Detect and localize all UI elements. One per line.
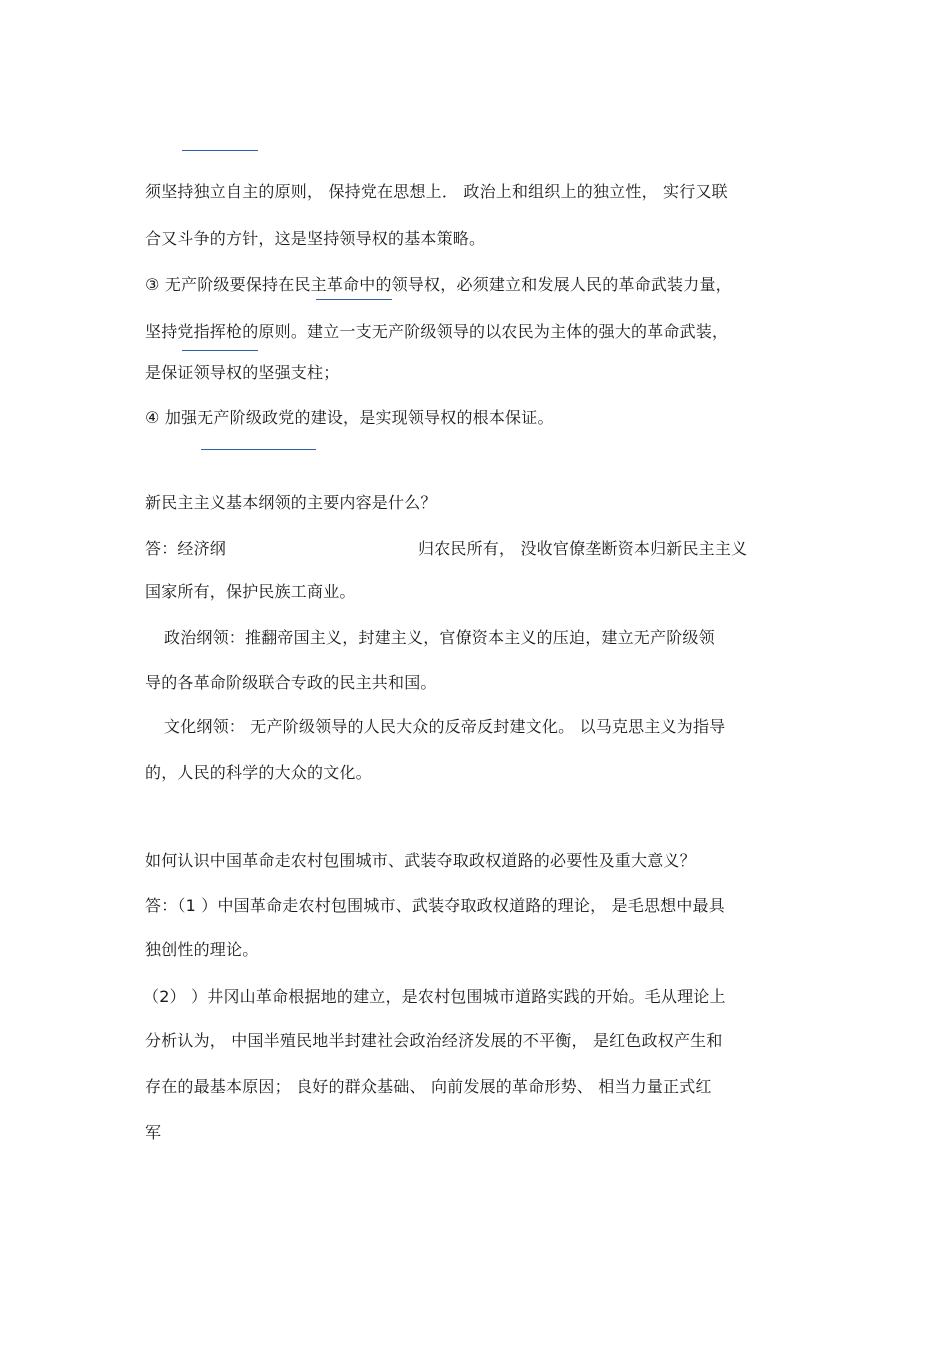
question-2: 如何认识中国革命走农村包围城市、武装夺取政权道路的必要性及重大意义？ — [145, 851, 696, 870]
answer-2-line-3: （2） ）井冈山革命根据地的建立，是农村包围城市道路实践的开始。毛从理论上 — [143, 987, 726, 1006]
answer-1-political-line-1: 政治纲领：推翻帝国主义，封建主义，官僚资本主义的压迫，建立无产阶级领 — [164, 628, 715, 647]
underline-top — [182, 150, 258, 151]
answer-1-cultural-line-1: 文化纲领： 无产阶级领导的人民大众的反帝反封建文化。 以马克思主义为指导 — [164, 717, 726, 736]
text-line-2: 合又斗争的方针，这是坚持领导权的基本策略。 — [145, 229, 486, 248]
text-line-4-end: 的原则。建立一支无产阶级领导的以农民为主体的强大的革命武装， — [242, 322, 729, 341]
fill-in-proletarian-party: 无产阶级政党 — [197, 408, 295, 427]
answer-1-line-2: 国家所有，保护民族工商业。 — [145, 582, 356, 601]
underline-proletarian-party — [201, 449, 316, 450]
text-line-6-end: 的建设，是实现领导权的根本保证。 — [294, 408, 554, 427]
answer-2-line-5: 存在的最基本原因； 良好的群众基础、 向前发展的革命形势、 相当力量正式红 — [145, 1077, 712, 1096]
text-line-3-end: 中的领导权，必须建立和发展人民的革命武装力量， — [359, 275, 732, 294]
text-line-4 — [145, 321, 728, 343]
text-line-6 — [145, 407, 554, 429]
fill-in-party-commands-gun: 党指挥枪 — [177, 322, 243, 341]
underline-party-commands-gun — [182, 350, 258, 351]
answer-1-line-1 — [145, 538, 748, 560]
fill-in-democratic-revolution: 民主革命 — [294, 275, 360, 294]
answer-2-line-4: 分析认为， 中国半殖民地半封建社会政治经济发展的不平衡， 是红色政权产生和 — [145, 1031, 723, 1050]
answer-2-line-6: 军 — [145, 1123, 162, 1142]
underline-democratic-revolution — [316, 299, 392, 300]
answer-1-cultural-line-2: 的，人民的科学的大众的文化。 — [145, 763, 372, 782]
question-1: 新民主主义基本纲领的主要内容是什么？ — [145, 493, 437, 512]
text-line-4-start: 坚持 — [145, 322, 178, 341]
text-line-1: 须坚持独立自主的原则， 保持党在思想上． 政治上和组织上的独立性， 实行又联 — [145, 182, 728, 201]
answer-1-economic-rest: 归农民所有， 没收官僚垄断资本归新民主主义 — [418, 539, 748, 558]
answer-1-political-line-2: 导的各革命阶级联合专政的民主共和国。 — [145, 673, 437, 692]
answer-2-line-1: 答：（1 ）中国革命走农村包围城市、武装夺取政权道路的理论， 是毛思想中最具 — [145, 896, 725, 915]
text-line-5: 是保证领导权的坚强支柱； — [145, 363, 340, 382]
answer-2-line-2: 独创性的理论。 — [145, 940, 259, 959]
answer-1-economic-label: 答：经济纲 — [145, 539, 227, 558]
text-line-3-start: ③ 无产阶级要保持在 — [145, 275, 295, 294]
text-line-6-start: ④ 加强 — [145, 408, 198, 427]
text-line-3 — [145, 274, 732, 296]
